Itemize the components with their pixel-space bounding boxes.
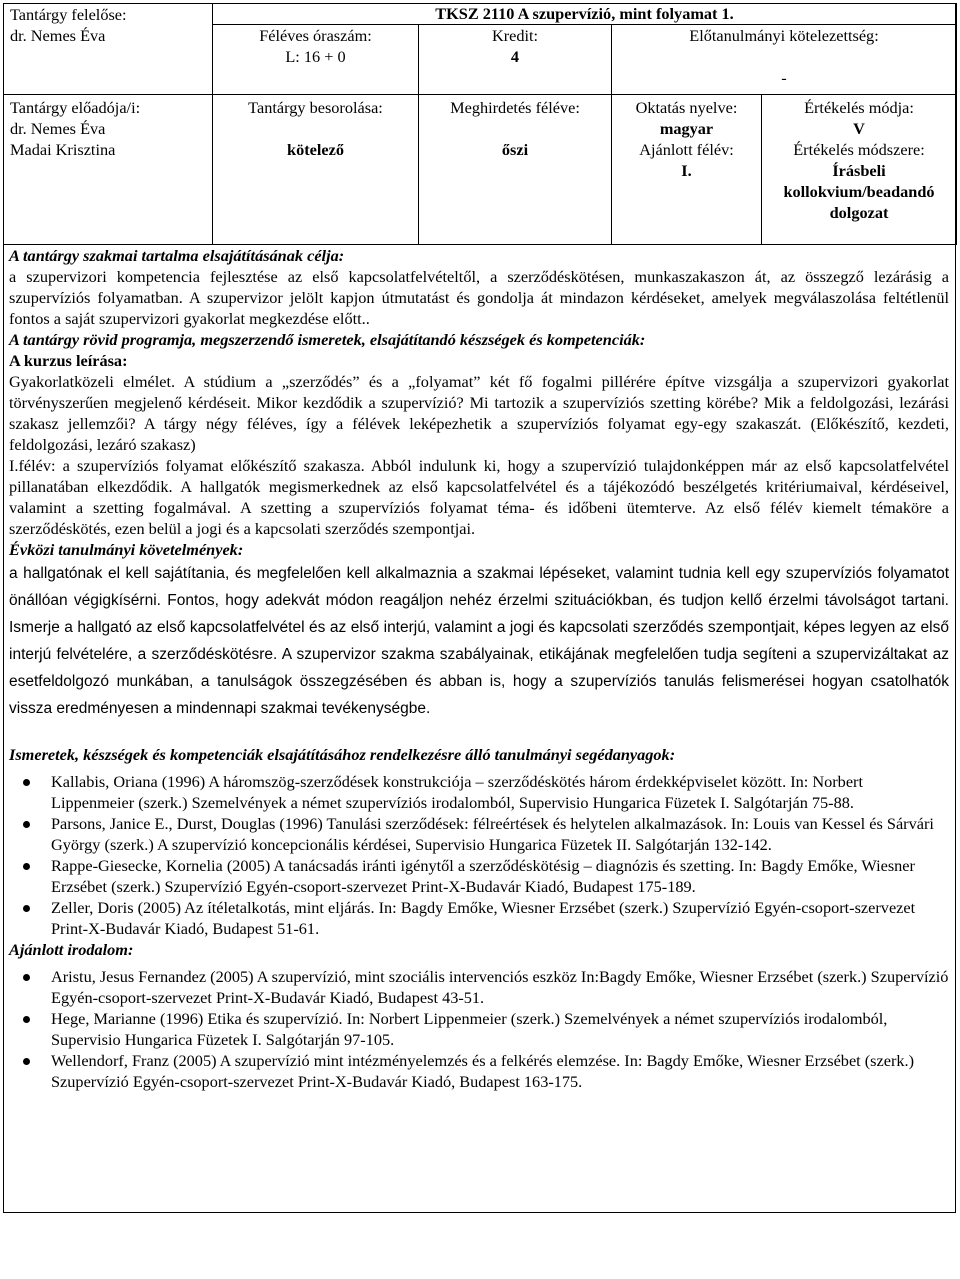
eval-type-label: Értékelés módja: (804, 98, 914, 117)
credit-label: Kredit: (491, 26, 539, 45)
language-value: magyar (659, 119, 714, 138)
course-header-table (3, 3, 957, 245)
lecturers-label: Tantárgy előadója/i: (10, 98, 141, 117)
list-item: Aristu, Jesus Fernandez (2005) A szupervízió, mint szociális intervenciós eszköz In:Bagdy Emőke, Wiesner Erzsébet (szerk.) Szupervízió Egyén-csoport-szervezet Print-X-Budavár Kiadó, Budapest 43-51. (9, 966, 949, 1008)
goal-text: a szupervizori kompetencia fejlesztése az első kapcsolatfelvételtől, a szerződéskötésen, munkaszakaszon át, az összegző lezárásig a szupervíziós folyamatban. A szupervizor jelölt kapjon útmutatást és gondolja át mindazon kérdéseket, amelyek megválaszolása feltétlenül fontos a saját szupervizori gyakorlat megkezdése előtt.. (9, 267, 949, 328)
eval-type-value: V (853, 119, 865, 138)
list-item: Kallabis, Oriana (1996) A háromszög-szerződések konstrukciója – szerződéskötés három érdekképviselet között. In: Norbert Lippenmeier (szerk.) Szemelvények a német szupervíziós irodalomból, Supervisio Hungarica Füzetek I. Salgótarján 75-88. (9, 771, 949, 813)
eval-cell (762, 95, 957, 245)
prereq-label: Előtanulmányi kötelezettség: (689, 26, 879, 45)
prereq-cell (612, 25, 957, 95)
semester-value: őszi (501, 140, 529, 159)
requirements-text: a hallgatónak el kell sajátítania, és megfelelően kell alkalmaznia a szakmai lépéseket, valamint tudnia kell egy szupervíziós folyamatot önállóan végigkísérni. Fontos, hogy adekvát módon reagáljon nehéz érzelmi szituációkban, és tudjon kellő érzelmi távolságot tartani. Ismerje a hallgató az első kapcsolatfelvétel és az első interjú, valamint a jogi és kapcsolati szerződés szempontjait, képes legyen az első interjú felvételére, a szerződéskötésre. A szupervizor szakma szabályainak, etikájának megfelelően tudja segíteni a szupervizáltakat az esetfeldolgozó munkában, a tanulságok összegzésében és abban is, hogy a szupervíziós tanulás felismerései hogyan csatolhatók vissza eredményesen a mindennapi szakmai tevékenységbe. (9, 565, 949, 717)
materials-list (9, 771, 949, 939)
responsible-value: dr. Nemes Éva (10, 26, 106, 45)
semester-cell (419, 95, 612, 245)
recommended-heading: Ajánlott irodalom: (9, 940, 134, 959)
hours-cell (213, 25, 419, 95)
classification-value: kötelező (287, 140, 344, 159)
prereq-value: - (781, 68, 787, 87)
bullet-icon (23, 863, 30, 870)
credit-value: 4 (510, 47, 520, 66)
language-label: Oktatás nyelve: (635, 98, 738, 117)
bullet-icon (23, 1016, 30, 1023)
credit-cell (419, 25, 612, 95)
bullet-icon (23, 779, 30, 786)
lecturer-2: Madai Krisztina (10, 140, 116, 159)
program-subheading: A kurzus leírása: (9, 351, 128, 370)
hours-value: L: 16 + 0 (285, 47, 346, 66)
goal-heading: A tantárgy szakmai tartalma elsajátításának célja: (9, 246, 345, 265)
responsible-cell (4, 4, 213, 95)
list-item: Zeller, Doris (2005) Az ítéletalkotás, mint eljárás. In: Bagdy Emőke, Wiesner Erzsébet (szerk.) Szupervízió Egyén-csoport-szervezet Print-X-Budavár Kiadó, Budapest 51-61. (9, 897, 949, 939)
classification-label: Tantárgy besorolása: (248, 98, 383, 117)
recommended-label: Ajánlott félév: (639, 140, 734, 159)
course-title: TKSZ 2110 A szupervízió, mint folyamat 1. (213, 4, 957, 25)
materials-heading: Ismeretek, készségek és kompetenciák elsajátításához rendelkezésre álló tanulmányi segédanyagok: (9, 745, 676, 764)
language-cell (612, 95, 762, 245)
program-heading: A tantárgy rövid programja, megszerzendő ismeretek, elsajátítandó készségek és kompetenciák: (9, 330, 646, 349)
bullet-icon (23, 905, 30, 912)
lecturers-cell (4, 95, 213, 245)
hours-label: Féléves óraszám: (259, 26, 372, 45)
list-item: Hege, Marianne (1996) Etika és szupervízió. In: Norbert Lippenmeier (szerk.) Szemelvények a német szupervíziós irodalomból, Supervisio Hungarica Füzetek I. Salgótarján 97-105. (9, 1008, 949, 1050)
eval-method-value: Írásbeli kollokvium/beadandó dolgozat (783, 161, 935, 222)
bullet-icon (23, 1058, 30, 1065)
lecturer-1: dr. Nemes Éva (10, 119, 106, 138)
recommended-value: I. (681, 161, 692, 180)
program-text-1: Gyakorlatközeli elmélet. A stúdium a „szerződés” és a „folyamat” két fő fogalmi pillérére építve vizsgálja a szupervizori gyakorlat törvényszerűen megjelenő kérdéseit. Mikor kezdődik a szupervízió? Mi tartozik a szupervíziós szetting körébe? Mik a feldolgozási, lezárási szakasz jellemzői? A tárgy négy féléves, így a félévek leképezhetik a szupervíziós folyamat egy-egy szakaszát. (Előkészítő, kezdeti, feldolgozási, lezáró szakasz) (9, 372, 949, 454)
responsible-label: Tantárgy felelőse: (10, 5, 127, 24)
eval-method-label: Értékelés módszere: (793, 140, 925, 159)
bullet-icon (23, 821, 30, 828)
list-item: Rappe-Giesecke, Kornelia (2005) A tanácsadás iránti igénytől a szerződéskötésig – diagnózis és szetting. In: Bagdy Emőke, Wiesner Erzsébet (szerk.) Szupervízió Egyén-csoport-szervezet Print-X-Budavár Kiadó, Budapest 175-189. (9, 855, 949, 897)
course-body (9, 245, 949, 1092)
requirements-heading: Évközi tanulmányi követelmények: (9, 540, 244, 559)
program-text-2: I.félév: a szupervíziós folyamat előkészítő szakasza. Abból indulunk ki, hogy a szupervízió tulajdonképpen már az első kapcsolatfelvétel pillanatában elkezdődik. A hallgatók megismerkednek az első kapcsolatfelvétel és a tájékozódó beszélgetés kritériumaival, kérdéseivel, valamint a szetting fogalmával. A szetting a szupervíziós folyamat téma- és időbeni ütemterve. Az első félév kiemelt témaköre a szerződéskötés, ezen belül a jogi és a kapcsolati szerződés szempontjai. (9, 456, 949, 538)
classification-cell (213, 95, 419, 245)
list-item: Wellendorf, Franz (2005) A szupervízió mint intézményelemzés és a felkérés elemzése. In: Bagdy Emőke, Wiesner Erzsébet (szerk.) Szupervízió Egyén-csoport-szervezet Print-X-Budavár Kiadó, Budapest 163-175. (9, 1050, 949, 1092)
semester-label: Meghirdetés féléve: (450, 98, 580, 117)
list-item: Parsons, Janice E., Durst, Douglas (1996) Tanulási szerződések: félreértések és helytelen alkalmazások. In: Louis van Kessel és Sárvári György (szerk.) A szupervízió koncepcionális kérdései, Supervisio Hungarica Füzetek II. Salgótarján 132-142. (9, 813, 949, 855)
recommended-list (9, 966, 949, 1092)
bullet-icon (23, 974, 30, 981)
